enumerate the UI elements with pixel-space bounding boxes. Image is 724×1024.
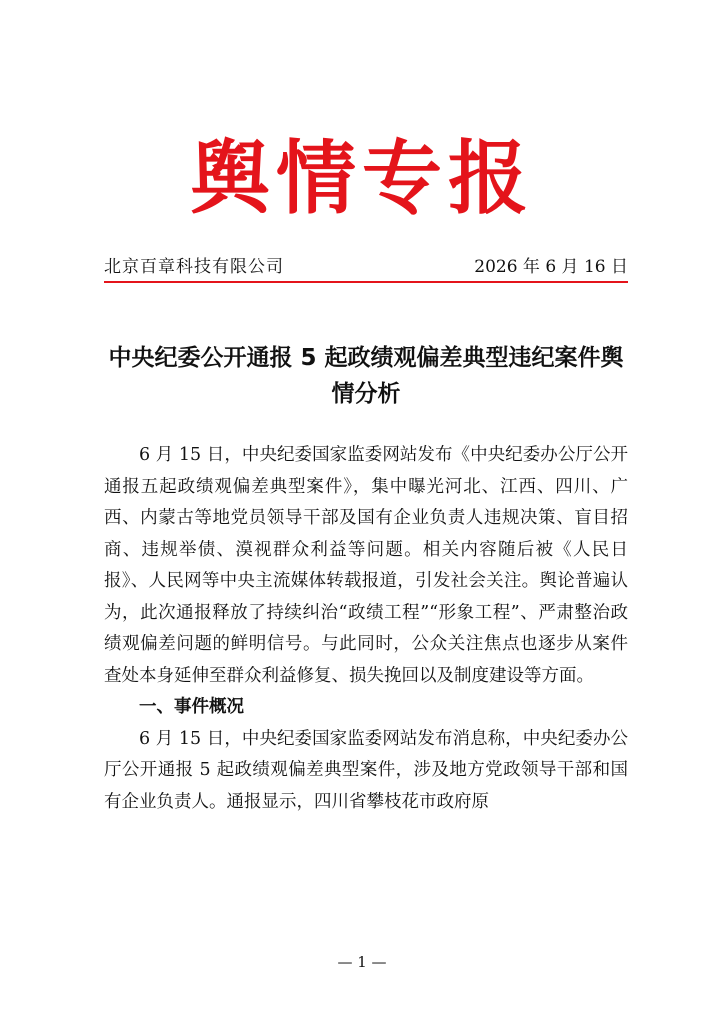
issue-date: 2026 年 6 月 16 日: [474, 257, 628, 277]
intro-paragraph: 6 月 15 日，中央纪委国家监委网站发布《中央纪委办公厅公开通报五起政绩观偏差典型案件》，集中曝光河北、江西、四川、广西、内蒙古等地党员领导干部及国有企业负责人违规决策、盲目招商、违规举债、漠视群众利益等问题。相关内容随后被《人民日报》、人民网等中央主流媒体转载报道，引发社会关注。舆论普遍认为，此次通报释放了持续纠治“政绩工程”“形象工程”、严肃整治政绩观偏差问题的鲜明信号。与此同时，公众关注焦点也逐步从案件查处本身延伸至群众利益修复、损失挽回以及制度建设等方面。: [104, 445, 628, 686]
header-row: [104, 254, 628, 280]
article-title: 中央纪委公开通报 5 起政绩观偏差典型违纪案件舆情分析: [108, 345, 624, 407]
page-number: — 1 —: [337, 953, 387, 971]
masthead-title: 舆情专报: [190, 131, 534, 225]
section-paragraph: 6 月 15 日，中央纪委国家监委网站发布消息称，中央纪委办公厅公开通报 5 起政绩观偏差典型案件，涉及地方党政领导干部和国有企业负责人。通报显示，四川省攀枝花市政府原: [104, 728, 628, 812]
section-heading: 一、事件概况: [139, 697, 244, 717]
article-body: [104, 440, 628, 818]
red-divider: [104, 281, 628, 283]
organization-name: 北京百章科技有限公司: [104, 257, 284, 277]
